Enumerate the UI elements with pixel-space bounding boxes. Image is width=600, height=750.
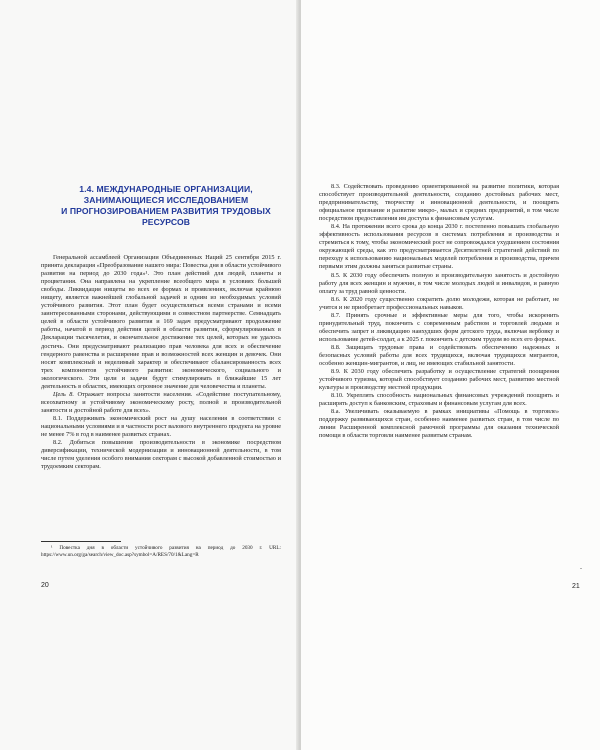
footnote-divider (41, 541, 121, 542)
heading-line: РЕСУРСОВ (141, 217, 191, 227)
body-paragraph: 8.9. К 2030 году обеспечить разработку и осуществление стратегий поощрения устойчивого туризма, который способствует созданию рабочих мест, развитию местной культуры и производству местной продукции. (319, 368, 559, 392)
page-number: 21 (572, 583, 580, 590)
section-heading (53, 184, 279, 228)
heading-line: ЗАНИМАЮЩИЕСЯ ИССЛЕДОВАНИЕМ (83, 195, 249, 205)
left-page (0, 0, 299, 750)
body-paragraph: 8.2. Добиться повышения производительности в экономике посредством диверсификации, технической модернизации и инновационной деятельности, в том числе путем уделения особого внимания секторам с высокой добавленной стоимостью и трудоемким секторам. (41, 439, 281, 471)
footnote-text: ¹ Повестка дня в области устойчивого развития на период до 2030 г. URL: https://www.un.org/ga/search/view_doc.asp?symbol=A/RES/70/1&Lang=R (41, 545, 281, 558)
heading-line: 1.4. МЕЖДУНАРОДНЫЕ ОРГАНИЗАЦИИ, (79, 184, 253, 194)
goal-label: Цель 8. (53, 390, 75, 398)
footnote (41, 545, 281, 558)
body-paragraph: 8.6. К 2020 году существенно сократить долю молодежи, которая не работает, не учится и не приобретает профессиональных навыков. (319, 295, 559, 311)
body-paragraph: 8.10. Укреплять способность национальных финансовых учреждений поощрять и расширять доступ к банковским, страховым и финансовым услугам для всех. (319, 392, 559, 408)
margin-mark: - (580, 566, 582, 572)
body-paragraph: 8.а. Увеличивать оказываемую в рамках инициативы «Помощь в торговле» поддержку развивающихся стран, особенно наименее развитых стран, в том числе по линии Расширенной комплексной рамочной программы для оказания технической помощи в области торговли наименее развитым странам. (319, 408, 559, 440)
right-page-body (319, 183, 559, 441)
body-paragraph: 8.4. На протяжении всего срока до конца 2030 г. постепенно повышать глобальную эффективность использования ресурсов в системах потребления и производства и стремиться к тому, чтобы экономический рост не сопровождался ухудшением состояния окружающей среды, как это предусматривается Десятилетней стратегией действий по переходу к использованию национальных моделей потребления и производства, причем первыми этим должны заняться развитые страны. (319, 223, 559, 271)
heading-line: И ПРОГНОЗИРОВАНИЕМ РАЗВИТИЯ ТРУДОВЫХ (61, 206, 271, 216)
body-paragraph: 8.8. Защищать трудовые права и содействовать обеспечению надежных и безопасных условий работы для всех трудящихся, включая трудящихся мигрантов, особенно женщин-мигрантов, и лиц, не имеющих стабильной занятости. (319, 343, 559, 368)
body-paragraph: 8.3. Содействовать проведению ориентированной на развитие политики, которая способствует производительной деятельности, созданию достойных рабочих мест, предпринимательству, творчеству и инновационной деятельности, и поощрять официальное признание и развитие микро-, малых и средних предприятий, в том числе посредством предоставления им доступа к финансовым услугам. (319, 183, 559, 223)
body-paragraph: Цель 8. Отражает вопросы занятости населения. «Содействие поступательному, всеохватному и устойчивому экономическому росту, полной и производительной занятости и достойной работе для всех». (41, 390, 282, 414)
right-page (301, 0, 600, 750)
left-page-body (41, 254, 281, 471)
page-number: 20 (41, 582, 49, 589)
body-paragraph: 8.1. Поддерживать экономический рост на душу населения в соответствии с национальными условиями и в частности рост валового внутреннего продукта на уровне не менее 7% в год в наименее развитых странах. (41, 414, 281, 439)
body-paragraph: 8.5. К 2030 году обеспечить полную и производительную занятость и достойную работу для всех женщин и мужчин, в том числе молодых людей и инвалидов, и равную оплату за труд равной ценности. (319, 271, 559, 295)
body-paragraph: 8.7. Принять срочные и эффективные меры для того, чтобы искоренить принудительный труд, покончить с современным рабством и торговлей людьми и обеспечить запрет и ликвидацию наихудших форм детского труда, включая вербовку и использование детей-солдат, а к 2025 г. покончить с детским трудом во всех его формах. (319, 311, 559, 343)
body-paragraph: Генеральной ассамблеей Организации Объединенных Наций 25 сентября 2015 г. принята декларация «Преобразование нашего мира: Повестка дня в области устойчивого развития на период до 2030 года»¹. Это план действий для людей, планеты и процветания. Она направлена на укрепление всеобщего мира в условиях большей свободы. Ликвидация нищеты во всех ее формах и проявлениях, включая крайнюю нищету, является важнейшей глобальной задачей и одним из необходимых условий устойчивого развития. Этот план будет осуществляться всеми странами и всеми заинтересованными сторонами, действующими в совместном партнерстве. Семнадцать целей в области устойчивого развития и 169 задач предусматривают продолжение работы, начатой в период действия целей в области развития, сформулированных в Декларации тысячелетия, и окончательное достижение тех целей, которых не удалось достичь. Они предусматривают реализацию прав человека для всех и обеспечение гендерного равенства и расширение прав и возможностей всех женщин и девочек. Они носят комплексный и неделимый характер и обеспечивают сбалансированность всех трех компонентов устойчивого развития: экономического, социального и экологического. Эти цели и задачи будут стимулировать в ближайшие 15 лет деятельность в областях, имеющих огромное значение для человечества и планеты. (41, 254, 281, 390)
